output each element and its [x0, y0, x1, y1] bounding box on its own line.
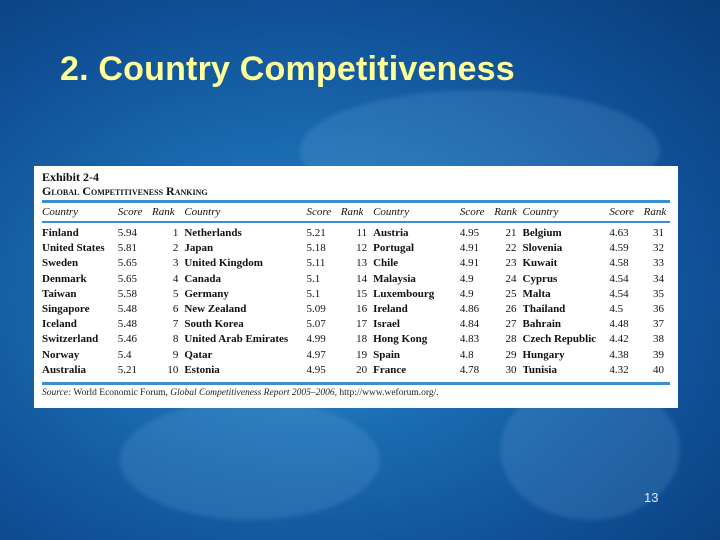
score-cell: 4.83	[459, 333, 480, 346]
country-cell: Switzerland	[42, 333, 99, 346]
country-cell: Hungary	[522, 348, 565, 361]
score-cell: 4.86	[459, 303, 480, 316]
country-cell: Estonia	[184, 363, 220, 376]
rank-cell: 5	[172, 287, 179, 300]
table-row	[42, 317, 670, 332]
score-cell: 4.84	[459, 318, 480, 331]
rank-cell: 29	[505, 348, 517, 361]
score-cell: 4.9	[459, 272, 474, 285]
score-cell: 4.54	[609, 272, 629, 285]
score-cell: 5.65	[117, 272, 137, 285]
rank-cell: 39	[653, 348, 664, 361]
column-header-score: Score	[117, 206, 143, 218]
country-cell: Singapore	[42, 303, 90, 316]
country-cell: South Korea	[184, 318, 244, 331]
country-cell: France	[373, 363, 407, 376]
rank-cell: 37	[653, 318, 664, 331]
rank-cell: 32	[653, 242, 664, 255]
source-url: , http://www.weforum.org/.	[334, 388, 439, 399]
rank-cell: 8	[172, 333, 179, 346]
source-org: World Economic Forum,	[71, 388, 171, 399]
score-cell: 5.48	[117, 303, 137, 316]
country-cell: Qatar	[184, 348, 213, 361]
score-cell: 4.63	[609, 227, 629, 239]
rank-cell: 20	[356, 363, 368, 376]
country-cell: Austria	[373, 227, 409, 239]
country-cell: Bahrain	[522, 318, 562, 331]
country-cell: United Arab Emirates	[184, 333, 289, 346]
source-prefix: Source:	[42, 388, 72, 399]
column-header-score: Score	[306, 206, 332, 218]
table-row	[42, 226, 670, 241]
table-row	[42, 363, 670, 378]
table-row	[42, 348, 670, 363]
score-cell: 5.81	[117, 242, 137, 255]
table-row	[42, 272, 670, 287]
rank-cell: 26	[505, 303, 517, 316]
table-row	[42, 287, 670, 302]
rank-cell: 38	[653, 333, 664, 346]
country-cell: Finland	[42, 227, 79, 239]
rank-cell: 23	[505, 257, 517, 270]
score-cell: 4.38	[609, 348, 629, 361]
country-cell: Slovenia	[522, 242, 563, 255]
rank-cell: 13	[356, 257, 368, 270]
country-cell: New Zealand	[184, 303, 247, 316]
country-cell: Denmark	[42, 272, 87, 285]
country-cell: Ireland	[373, 303, 408, 316]
country-cell: Thailand	[522, 303, 566, 316]
score-cell: 5.46	[117, 333, 137, 346]
country-cell: Malaysia	[373, 272, 416, 285]
column-header-country: Country	[42, 206, 79, 218]
country-cell: Norway	[42, 348, 80, 361]
country-cell: Malta	[522, 287, 551, 300]
exhibit-panel	[34, 166, 678, 408]
column-header-rank: Rank	[152, 206, 175, 218]
score-cell: 5.09	[306, 303, 326, 316]
score-cell: 4.95	[306, 363, 326, 376]
rank-cell: 28	[505, 333, 517, 346]
score-cell: 4.91	[459, 257, 480, 270]
rank-cell: 6	[172, 303, 179, 316]
rank-cell: 12	[356, 242, 368, 255]
country-cell: United States	[42, 242, 105, 255]
country-cell: Netherlands	[184, 227, 242, 239]
column-header-country: Country	[184, 206, 221, 218]
country-cell: Taiwan	[42, 287, 77, 300]
score-cell: 5.1	[306, 287, 321, 300]
rank-cell: 25	[505, 287, 517, 300]
column-header-score: Score	[459, 206, 485, 218]
score-cell: 4.59	[609, 242, 629, 255]
country-cell: Chile	[373, 257, 399, 270]
table-row	[42, 332, 670, 347]
slide-title: 2. Country Competitiveness	[60, 50, 515, 88]
rank-cell: 34	[653, 272, 664, 285]
score-cell: 5.65	[117, 257, 137, 270]
exhibit-title: Global Competitiveness Ranking	[42, 184, 208, 198]
country-cell: Iceland	[42, 318, 77, 331]
rank-cell: 33	[653, 257, 664, 270]
country-cell: Germany	[184, 287, 229, 300]
country-cell: Belgium	[522, 227, 562, 239]
column-header-score: Score	[609, 206, 634, 218]
score-cell: 5.21	[117, 363, 137, 376]
rank-cell: 2	[172, 242, 179, 255]
slide-page-number: 13	[644, 490, 659, 505]
score-cell: 4.54	[609, 287, 629, 300]
country-cell: Cyprus	[522, 272, 558, 285]
table-row	[42, 302, 670, 317]
rank-cell: 7	[172, 318, 179, 331]
country-cell: Hong Kong	[373, 333, 428, 346]
rank-cell: 4	[172, 272, 179, 285]
country-cell: Luxembourg	[373, 287, 435, 300]
rank-cell: 36	[653, 303, 664, 316]
score-cell: 4.78	[459, 363, 480, 376]
column-header-rank: Rank	[643, 206, 667, 218]
country-cell: Israel	[373, 318, 400, 331]
rank-cell: 17	[356, 318, 368, 331]
rank-cell: 3	[172, 257, 179, 270]
country-cell: Kuwait	[522, 257, 558, 270]
score-cell: 4.91	[459, 242, 480, 255]
column-header-rank: Rank	[494, 206, 517, 218]
table-header-row	[42, 203, 670, 221]
country-cell: Australia	[42, 363, 86, 376]
country-cell: Spain	[373, 348, 401, 361]
world-map-background	[120, 400, 380, 520]
score-cell: 5.94	[117, 227, 137, 239]
score-cell: 5.21	[306, 227, 326, 239]
rank-cell: 16	[356, 303, 368, 316]
ranking-table	[42, 203, 670, 378]
column-header-country: Country	[373, 206, 410, 218]
rank-cell: 14	[356, 272, 368, 285]
country-cell: Czech Republic	[522, 333, 597, 346]
score-cell: 4.9	[459, 287, 474, 300]
score-cell: 4.8	[459, 348, 474, 361]
rank-cell: 27	[505, 318, 517, 331]
rank-cell: 18	[356, 333, 368, 346]
rank-cell: 22	[505, 242, 517, 255]
table-bottom-rule	[42, 382, 670, 385]
country-cell: Tunisia	[522, 363, 557, 376]
score-cell: 5.58	[117, 287, 137, 300]
score-cell: 4.5	[609, 303, 624, 316]
score-cell: 4.58	[609, 257, 629, 270]
score-cell: 5.07	[306, 318, 326, 331]
score-cell: 4.42	[609, 333, 629, 346]
rank-cell: 10	[167, 363, 179, 376]
rank-cell: 35	[653, 287, 664, 300]
rank-cell: 11	[356, 227, 368, 239]
rank-cell: 24	[505, 272, 517, 285]
score-cell: 4.95	[459, 227, 480, 239]
rank-cell: 19	[356, 348, 368, 361]
rank-cell: 30	[505, 363, 517, 376]
score-cell: 5.11	[306, 257, 326, 270]
score-cell: 4.99	[306, 333, 326, 346]
country-cell: Japan	[184, 242, 214, 255]
table-header-rule	[42, 221, 670, 223]
rank-cell: 15	[356, 287, 368, 300]
country-cell: Portugal	[373, 242, 415, 255]
table-row	[42, 256, 670, 271]
country-cell: Sweden	[42, 257, 79, 270]
country-cell: United Kingdom	[184, 257, 263, 270]
score-cell: 5.1	[306, 272, 321, 285]
score-cell: 4.97	[306, 348, 326, 361]
rank-cell: 1	[172, 227, 179, 239]
score-cell: 5.18	[306, 242, 326, 255]
column-header-rank: Rank	[340, 206, 364, 218]
rank-cell: 9	[172, 348, 179, 361]
score-cell: 5.4	[117, 348, 132, 361]
exhibit-number: Exhibit 2-4	[42, 170, 100, 184]
rank-cell: 40	[653, 363, 664, 376]
score-cell: 4.48	[609, 318, 629, 331]
score-cell: 4.32	[609, 363, 629, 376]
rank-cell: 31	[653, 227, 664, 239]
column-header-country: Country	[522, 206, 559, 218]
country-cell: Canada	[184, 272, 222, 285]
rank-cell: 21	[505, 227, 517, 239]
source-note	[42, 388, 670, 398]
score-cell: 5.48	[117, 318, 137, 331]
source-report: Global Competitiveness Report 2005–2006	[170, 388, 335, 399]
table-row	[42, 241, 670, 256]
